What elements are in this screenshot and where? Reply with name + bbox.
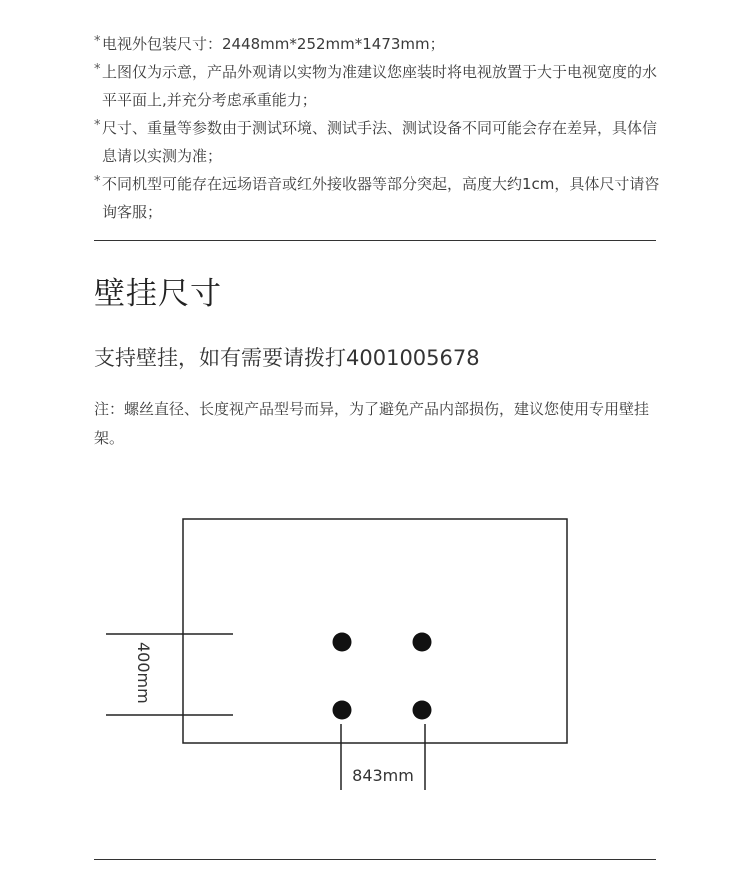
screw-note-text: 注：螺丝直径、长度视产品型号而异，为了避免产品内部损伤，建议您使用专用壁挂架。: [94, 400, 650, 447]
note-item: * 上图仅为示意，产品外观请以实物为准建议您座装时将电视放置于大于电视宽度的水平平面上,并充分考虑承重能力；: [94, 58, 664, 114]
mount-hole: [413, 701, 432, 720]
note-item: * 尺寸、重量等参数由于测试环境、测试手法、测试设备不同可能会存在差异，具体信息请以实测为准；: [94, 114, 664, 170]
divider-bottom: [94, 859, 656, 860]
horizontal-dimension-label: 843mm: [352, 766, 414, 785]
vertical-dimension-label: 400mm: [134, 642, 153, 704]
mount-hole: [413, 633, 432, 652]
mount-hole: [333, 701, 352, 720]
tv-back-outline: [183, 519, 567, 743]
mount-hole: [333, 633, 352, 652]
note-item: * 不同机型可能存在远场语音或红外接收器等部分突起，高度大约1cm，具体尺寸请咨询客服；: [94, 170, 664, 226]
section-title: 壁挂尺寸: [94, 276, 222, 312]
note-item: * 电视外包装尺寸：2448mm*252mm*1473mm；: [94, 30, 664, 58]
support-hotline-text: 支持壁挂，如有需要请拨打4001005678: [94, 346, 480, 370]
